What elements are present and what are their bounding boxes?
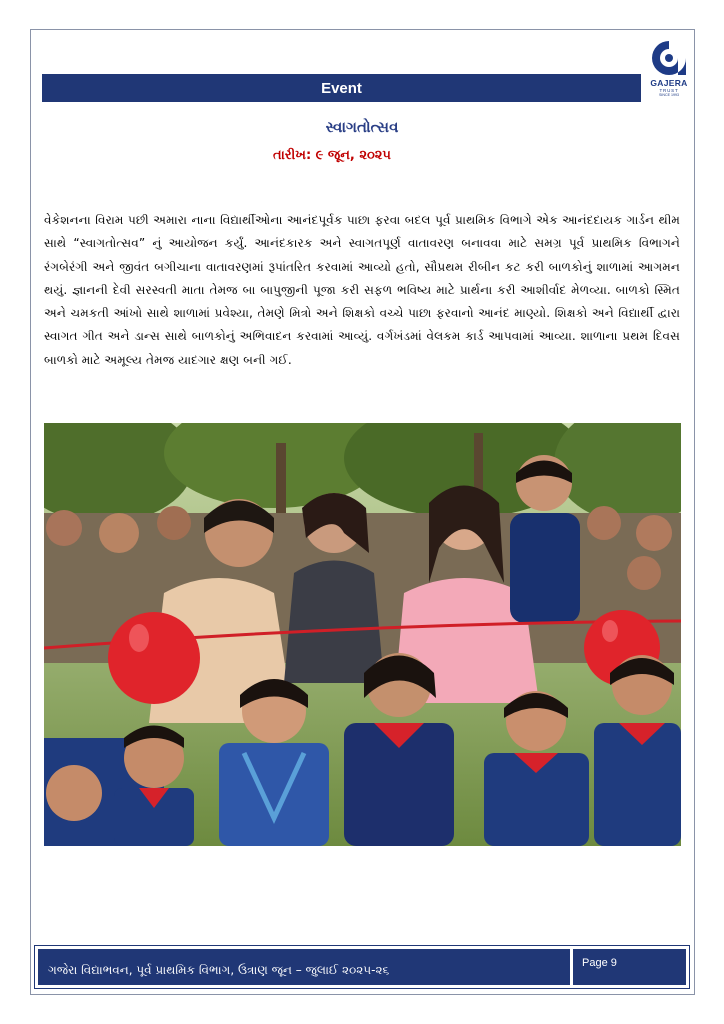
article-body: વેકેશનના વિરામ પછી અમારા નાના વિદ્યાર્થીઓના આનંદપૂર્વક પાછા ફરવા બદલ પૂર્વ પ્રાથમિક વિભાગે એક આનંદદાયક ગાર્ડન થીમ સાથે “સ્વાગતોત્સવ” નું આયોજન કર્યું. આનંદકારક અને સ્વાગતપૂર્ણ વાતાવરણ બનાવવા માટે સમગ્ર પૂર્વ પ્રાથમિક વિભાગને રંગબેરંગી અને જીવંત બગીચાના વાતાવરણમાં રૂપાંતરિત કરવામાં આવ્યો હતો, સૌપ્રથમ રીબીન કટ કરી બાળકોનું શાળામાં આગમન થયું. જ્ઞાનની દેવી સરસ્વતી માતા તેમજ બા બાપુજીની પૂજા કરી સફળ ભવિષ્ય માટે પ્રાર્થના કરી આશીર્વાદ મેળવ્યા. બાળકો સ્મિત અને ચમકતી આંખો સાથે શાળામાં પ્રવેશ્યા, તેમણે મિત્રો અને શિક્ષકો વચ્ચે પાછા ફરવાનો આનંદ માણ્યો. શિક્ષકો અને વિદ્યાર્થી દ્વારા સ્વાગત ગીત અને ડાન્સ સાથે બાળકોનું અભિવાદન કરવામાં આવ્યું. વર્ગખંડમાં વેલકમ કાર્ડ આપવામાં આવ્યા. શાળાના પ્રથમ દિવસ બાળકો માટે અમૂલ્ય તેમજ યાદગાર ક્ષણ બની ગઈ. (44, 213, 680, 367)
page-number: Page 9 (582, 957, 617, 969)
footer-bar (38, 949, 686, 985)
event-photo-illustration (44, 423, 681, 846)
section-label: Event (321, 79, 362, 97)
red-balloon-left (108, 612, 200, 704)
logo-since: SINCE 1993 (659, 93, 679, 97)
section-header-bar (42, 74, 641, 102)
gajera-trust-logo (648, 38, 690, 100)
logo-sub: TRUST (659, 88, 679, 93)
footer-publication: ગજેરા વિદ્યાભવન, પૂર્વ પ્રાથમિક વિભાગ, ઉત્રાણ જૂન – જુલાઈ ૨૦૨૫-૨૬ (48, 963, 390, 977)
event-photo (44, 423, 681, 846)
page-footer (34, 945, 690, 989)
logo-name: GAJERA (650, 78, 688, 88)
gajera-logo-icon (649, 38, 689, 78)
article-title: સ્વાગતોત્સવ (325, 118, 399, 136)
article-date: તારીખ: ૯ જૂન, ૨૦૨૫ (273, 148, 391, 163)
footer-divider (570, 949, 573, 985)
